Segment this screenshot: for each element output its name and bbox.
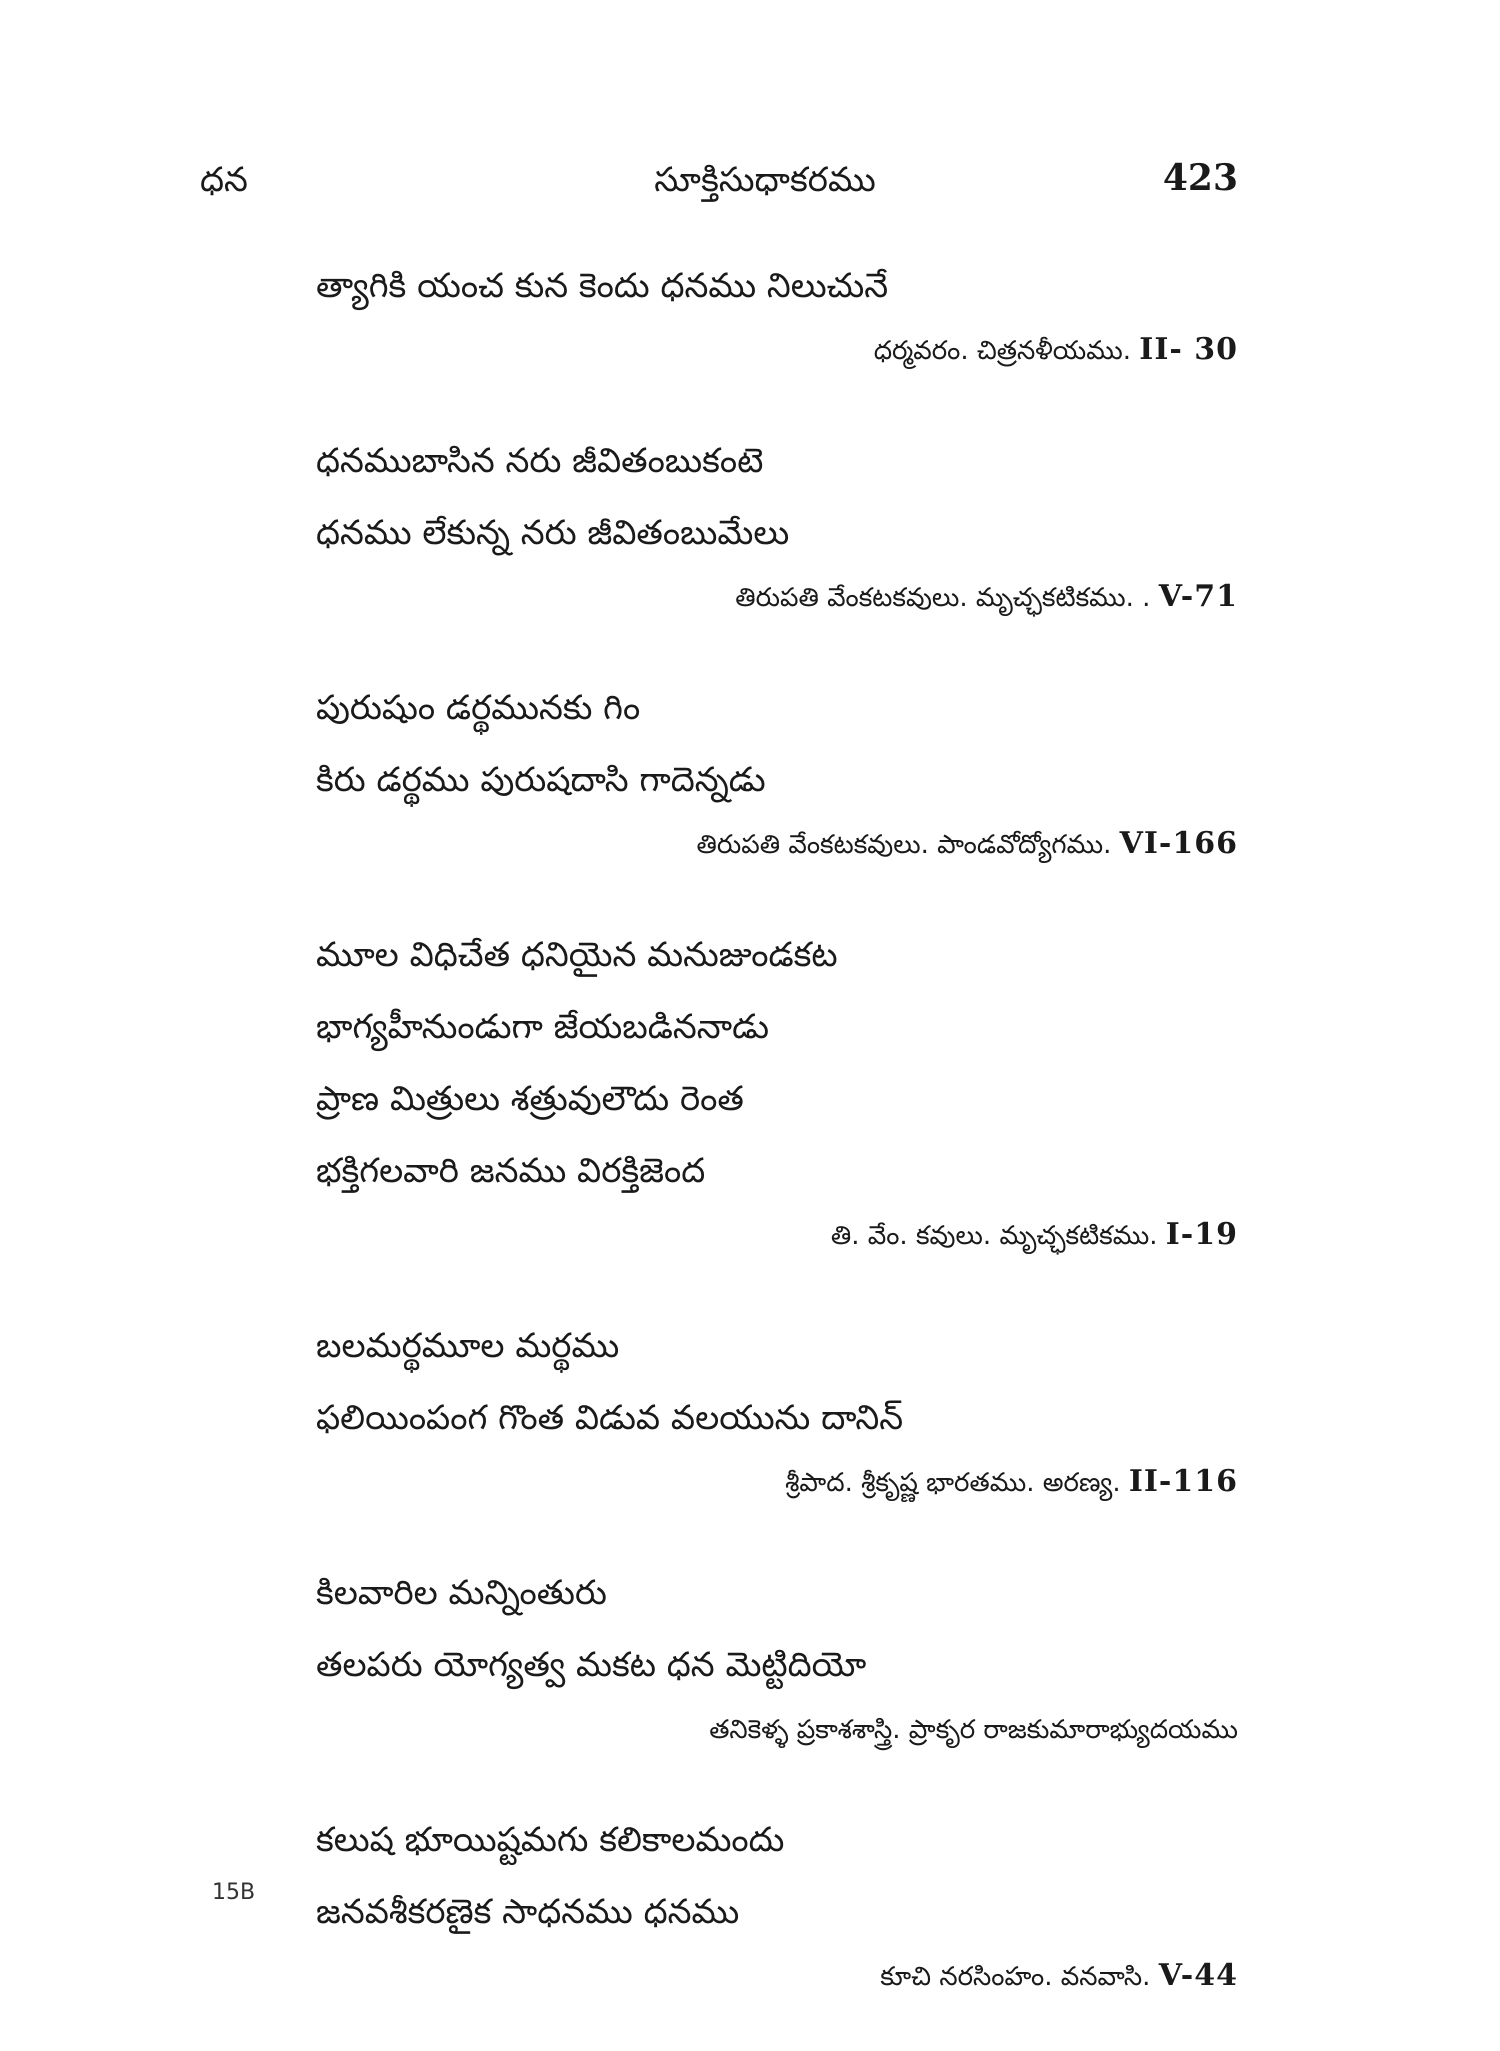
verse-line: ఫలియింపంగ గొంత విడువ వలయును దానిన్ (316, 1398, 904, 1438)
citation (0, 1460, 1500, 1505)
quotation-entry (0, 250, 1500, 373)
quotation-entry (0, 919, 1500, 1258)
verse-line: మూల విధిచేత ధనియైన మనుజుండకట (316, 935, 838, 975)
citation-source: ధర్మవరం. చిత్రనళీయము. (873, 336, 1132, 366)
quotation-entry (0, 1310, 1500, 1505)
page-number: 423 (1162, 157, 1238, 199)
verse-line: కలుష భూయిష్టమగు కలికాలమందు (316, 1820, 785, 1860)
verse-line: ప్రాణ మిత్రులు శత్రువులౌదు రెంత (316, 1079, 744, 1119)
quotation-entry (0, 672, 1500, 867)
citation (0, 328, 1500, 373)
quotation-list (0, 250, 1500, 2051)
verse-line: పురుషుం డర్థమునకు గిం (316, 688, 641, 728)
citation (0, 822, 1500, 867)
quotation-entry (0, 1557, 1500, 1752)
citation-source: తిరుపతి వేంకటకవులు. పాండవోద్యోగము. (696, 830, 1112, 860)
citation (0, 575, 1500, 620)
citation-ref: V-44 (1158, 1958, 1238, 1993)
verse-line: జనవశీకరణైక సాధనము ధనము (316, 1892, 740, 1932)
citation (0, 1707, 1500, 1752)
verse-line: ధనముబాసిన నరు జీవితంబుకంటె (316, 441, 764, 481)
citation-ref: V-71 (1158, 579, 1238, 614)
citation-source: తిరుపతి వేంకటకవులు. మృచ్ఛకటికము. . (735, 583, 1151, 613)
verse-line: ధనము లేకున్న నరు జీవితంబుమేలు (316, 513, 790, 553)
verse-line: త్యాగికి యంచ కున కెందు ధనము నిలుచునే (316, 266, 889, 306)
quotation-entry (0, 425, 1500, 620)
verse-line: తలపరు యోగ్యత్వ మకట ధన మెట్టిదియో (316, 1645, 867, 1685)
page-title: సూక్తిసుధాకరము (654, 160, 876, 200)
citation-ref: II- 30 (1139, 332, 1238, 367)
citation-ref: II-116 (1128, 1464, 1238, 1499)
citation-source: శ్రీపాద. శ్రీకృష్ణ భారతము. అరణ్య. (785, 1468, 1121, 1498)
citation (0, 1954, 1500, 1999)
verse-line: కిలవారిల మన్నింతురు (316, 1573, 607, 1613)
citation-source: తి. వేం. కవులు. మృచ్ఛకటికము. (830, 1221, 1158, 1251)
verse-line: భక్తిగలవారి జనము విరక్తిజెంద (316, 1151, 706, 1191)
header-keyword: ధన (200, 160, 248, 200)
citation-ref: VI-166 (1119, 826, 1238, 861)
verse-line: బలమర్థమూల మర్థము (316, 1326, 620, 1366)
footer-code: 15B (212, 1880, 256, 1905)
citation (0, 1213, 1500, 1258)
verse-line: భాగ్యహీనుండుగా జేయబడిననాడు (316, 1007, 770, 1047)
verse-line: కిరు డర్థము పురుషదాసి గాదెన్నడు (316, 760, 766, 800)
citation-source: కూచి నరసింహం. వనవాసి. (880, 1962, 1151, 1992)
citation-source: తనికెళ్ళ ప్రకాశశాస్త్రి. ప్రాకృర రాజకుమారాభ్యుదయము (709, 1715, 1238, 1745)
citation-ref: I-19 (1165, 1217, 1238, 1252)
